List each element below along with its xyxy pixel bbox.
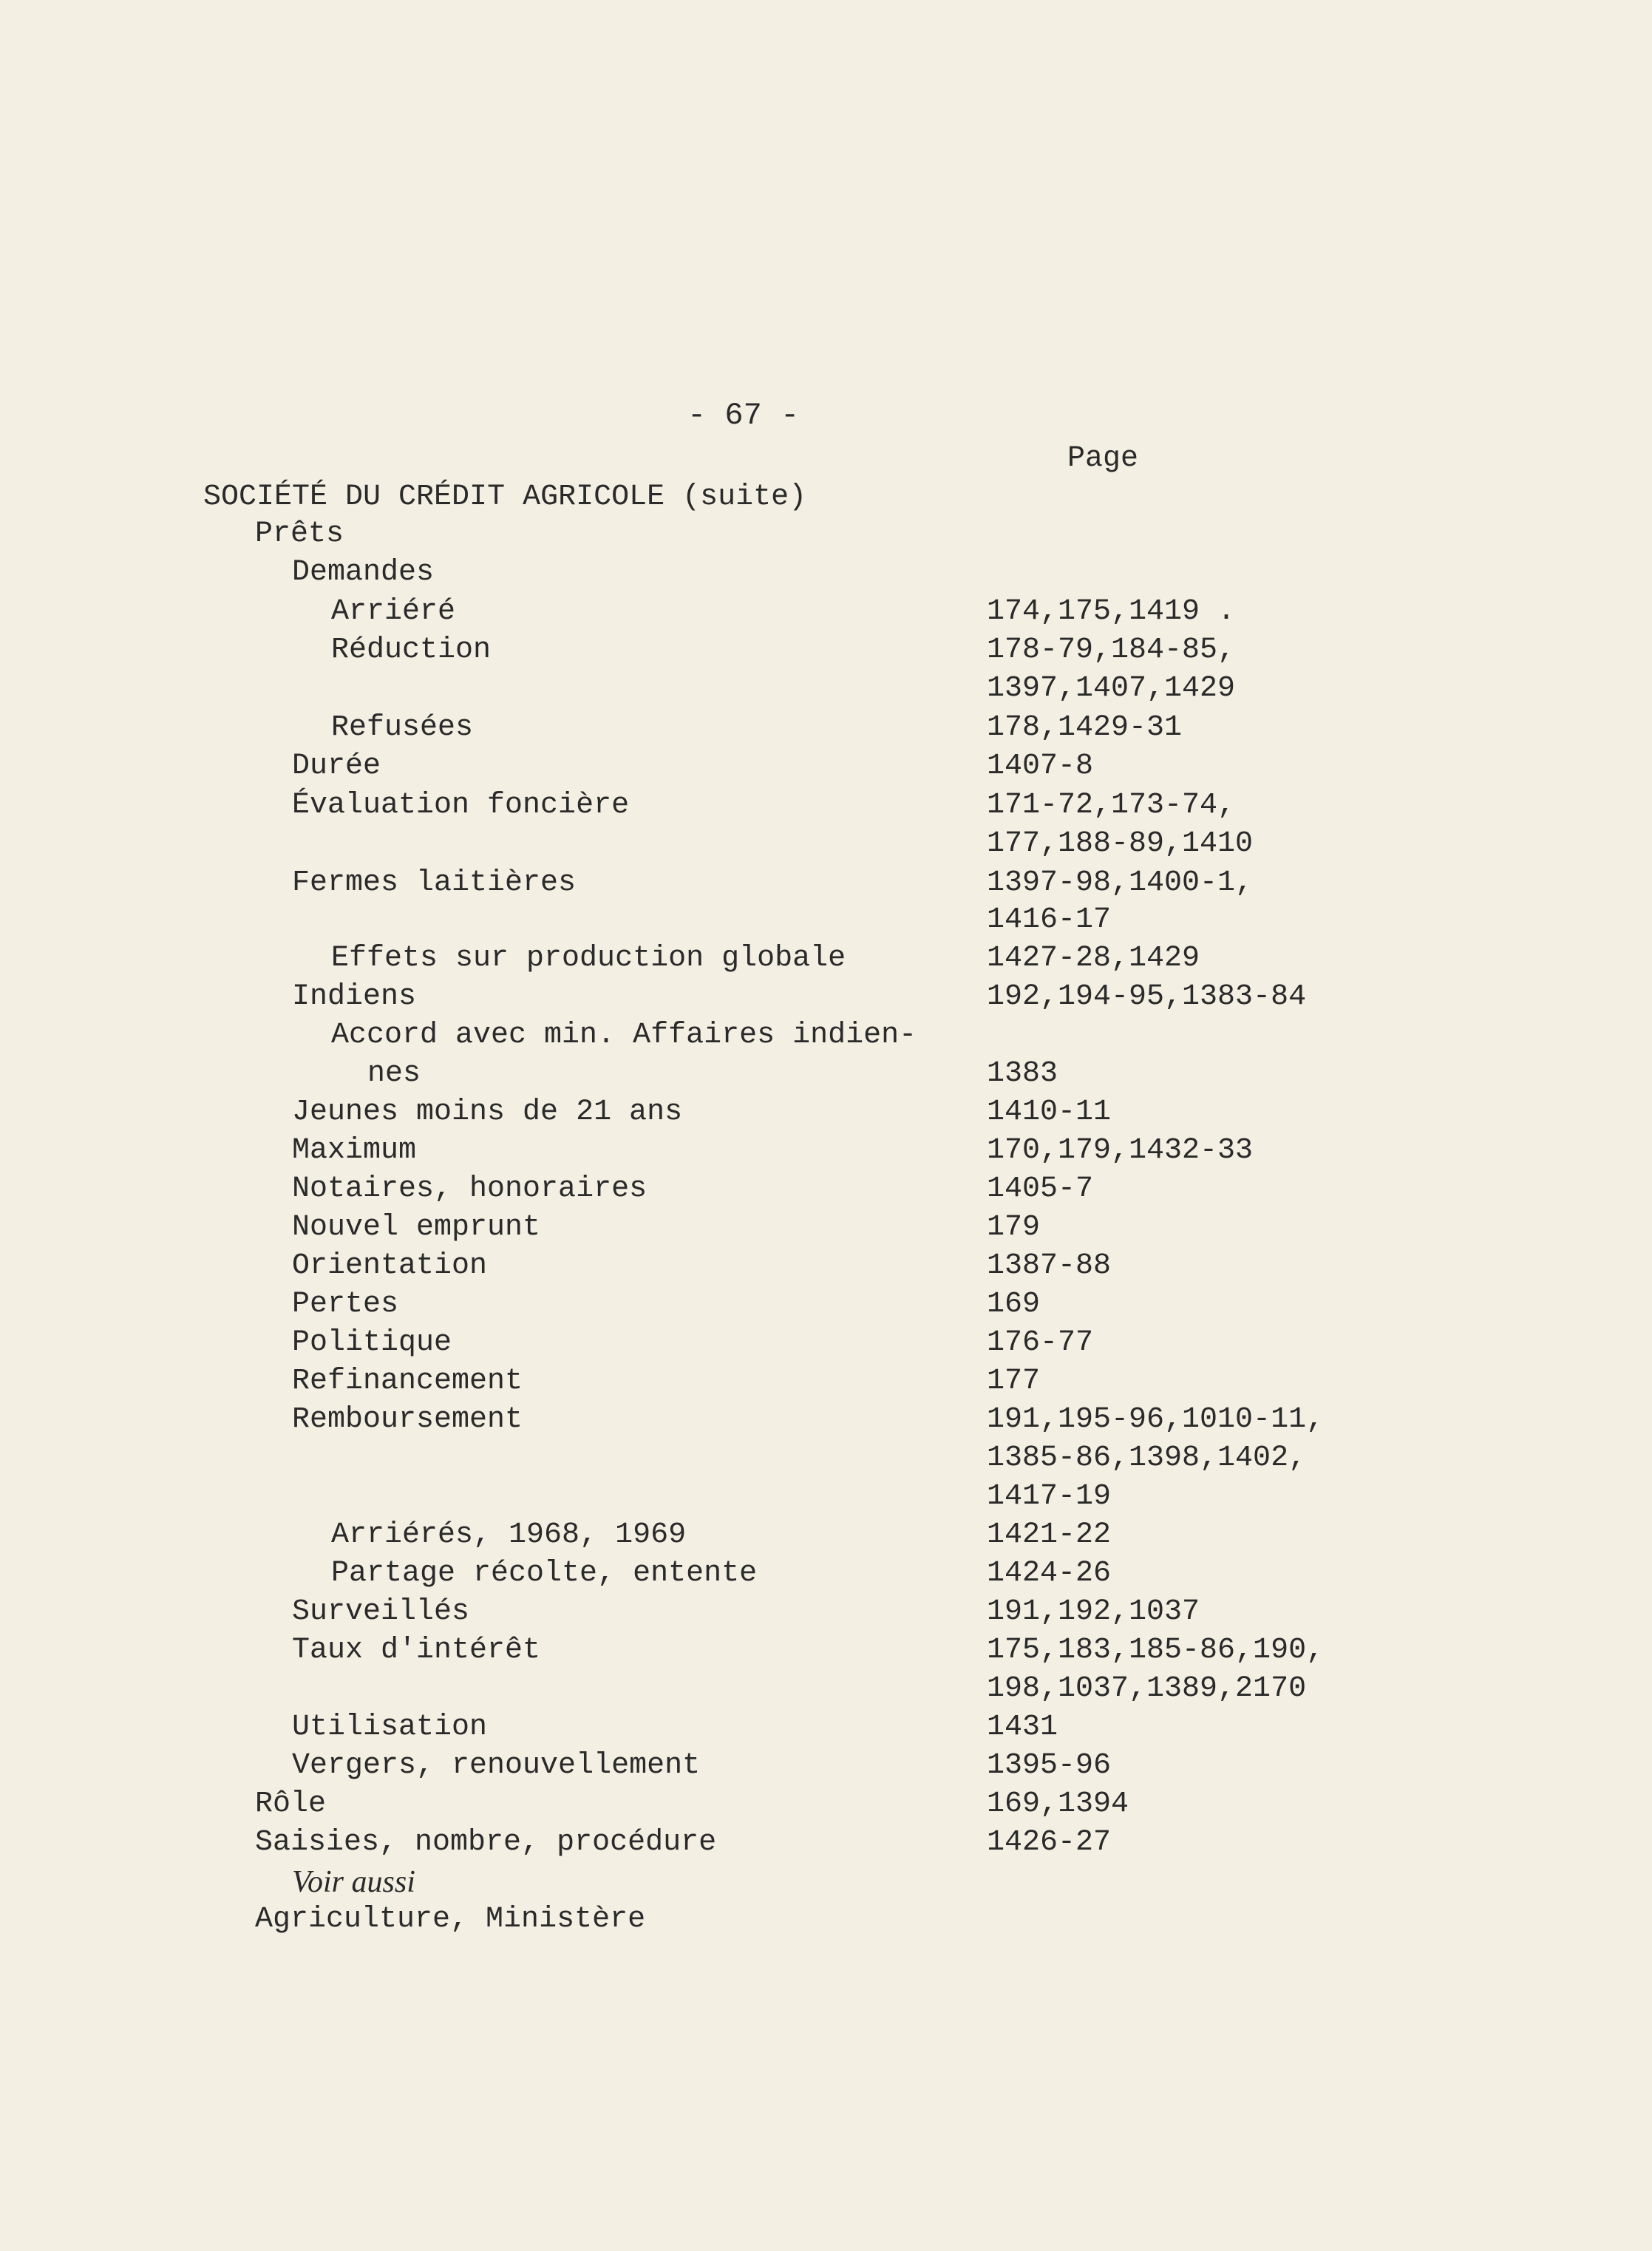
index-entry: Accord avec min. Affaires indien- — [331, 1019, 917, 1052]
index-entry: Arriérés, 1968, 1969 — [331, 1518, 687, 1552]
page-reference: 191,195-96,1010-11, — [987, 1403, 1325, 1436]
page-reference: 171-72,173-74, — [987, 789, 1236, 822]
index-entry: Surveillés — [292, 1595, 470, 1629]
page-reference: 169 — [987, 1288, 1041, 1321]
page-reference: 1407-8 — [987, 750, 1094, 783]
index-entry: Pertes — [292, 1288, 399, 1321]
index-entry: Utilisation — [292, 1711, 488, 1744]
page-reference: 1405-7 — [987, 1172, 1094, 1206]
index-entry: Remboursement — [292, 1403, 523, 1436]
index-entry: Effets sur production globale — [331, 942, 846, 975]
index-entry: Indiens — [292, 980, 417, 1014]
page-reference: 198,1037,1389,2170 — [987, 1672, 1307, 1705]
index-entry: Voir aussi — [292, 1865, 415, 1899]
page-reference: 179 — [987, 1211, 1041, 1244]
page-reference: 174,175,1419 . — [987, 595, 1236, 628]
index-entry: Politique — [292, 1326, 452, 1359]
index-entry: Durée — [292, 750, 381, 783]
page-reference: 1397-98,1400-1, — [987, 866, 1254, 900]
page-reference: 191,192,1037 — [987, 1595, 1200, 1629]
page-reference: 170,179,1432-33 — [987, 1134, 1254, 1167]
page-reference: 1421-22 — [987, 1518, 1112, 1552]
index-entry: Réduction — [331, 634, 492, 667]
page-reference: 175,183,185-86,190, — [987, 1634, 1325, 1667]
page-reference: 1397,1407,1429 — [987, 672, 1236, 705]
index-entry: Évaluation foncière — [292, 789, 630, 822]
page-reference: 1383 — [987, 1057, 1058, 1090]
page-reference: 177 — [987, 1365, 1041, 1398]
index-entry: Partage récolte, entente — [331, 1557, 758, 1590]
index-entry: Taux d'intérêt — [292, 1634, 541, 1667]
index-entry: Prêts — [255, 517, 344, 551]
page-reference: 1426-27 — [987, 1826, 1112, 1859]
index-entry: Maximum — [292, 1134, 417, 1167]
index-entry: Rôle — [255, 1787, 327, 1821]
page-reference: 176-77 — [987, 1326, 1094, 1359]
index-entry: Demandes — [292, 556, 435, 589]
page-reference: 1431 — [987, 1711, 1058, 1744]
page-reference: 178,1429-31 — [987, 711, 1183, 744]
index-entry: Vergers, renouvellement — [292, 1749, 701, 1782]
index-entry: Arriéré — [331, 595, 456, 628]
page-reference: 1417-19 — [987, 1480, 1112, 1513]
page-reference: 1395-96 — [987, 1749, 1112, 1782]
index-heading: SOCIÉTÉ DU CRÉDIT AGRICOLE (suite) — [203, 481, 807, 514]
page-reference: 1387-88 — [987, 1249, 1112, 1283]
index-entry: Agriculture, Ministère — [255, 1903, 646, 1936]
index-entry: Jeunes moins de 21 ans — [292, 1096, 683, 1129]
index-entry: Notaires, honoraires — [292, 1172, 647, 1206]
page-column-header: Page — [1067, 442, 1139, 475]
index-entry: Saisies, nombre, procédure — [255, 1826, 717, 1859]
page-reference: 1424-26 — [987, 1557, 1112, 1590]
page-reference: 192,194-95,1383-84 — [987, 980, 1307, 1014]
index-entry: Nouvel emprunt — [292, 1211, 541, 1244]
page-reference: 1410-11 — [987, 1096, 1112, 1129]
page-reference: 1416-17 — [987, 903, 1112, 937]
index-entry: Refinancement — [292, 1365, 523, 1398]
page-reference: 1385-86,1398,1402, — [987, 1442, 1307, 1475]
index-entry: Refusées — [331, 711, 474, 744]
index-entry: Fermes laitières — [292, 866, 577, 900]
page-reference: 178-79,184-85, — [987, 634, 1236, 667]
page-number: - 67 - — [687, 398, 800, 433]
index-entry: Orientation — [292, 1249, 488, 1283]
page-reference: 177,188-89,1410 — [987, 827, 1254, 860]
page-reference: 1427-28,1429 — [987, 942, 1200, 975]
page-reference: 169,1394 — [987, 1787, 1129, 1821]
index-entry: nes — [367, 1057, 421, 1090]
